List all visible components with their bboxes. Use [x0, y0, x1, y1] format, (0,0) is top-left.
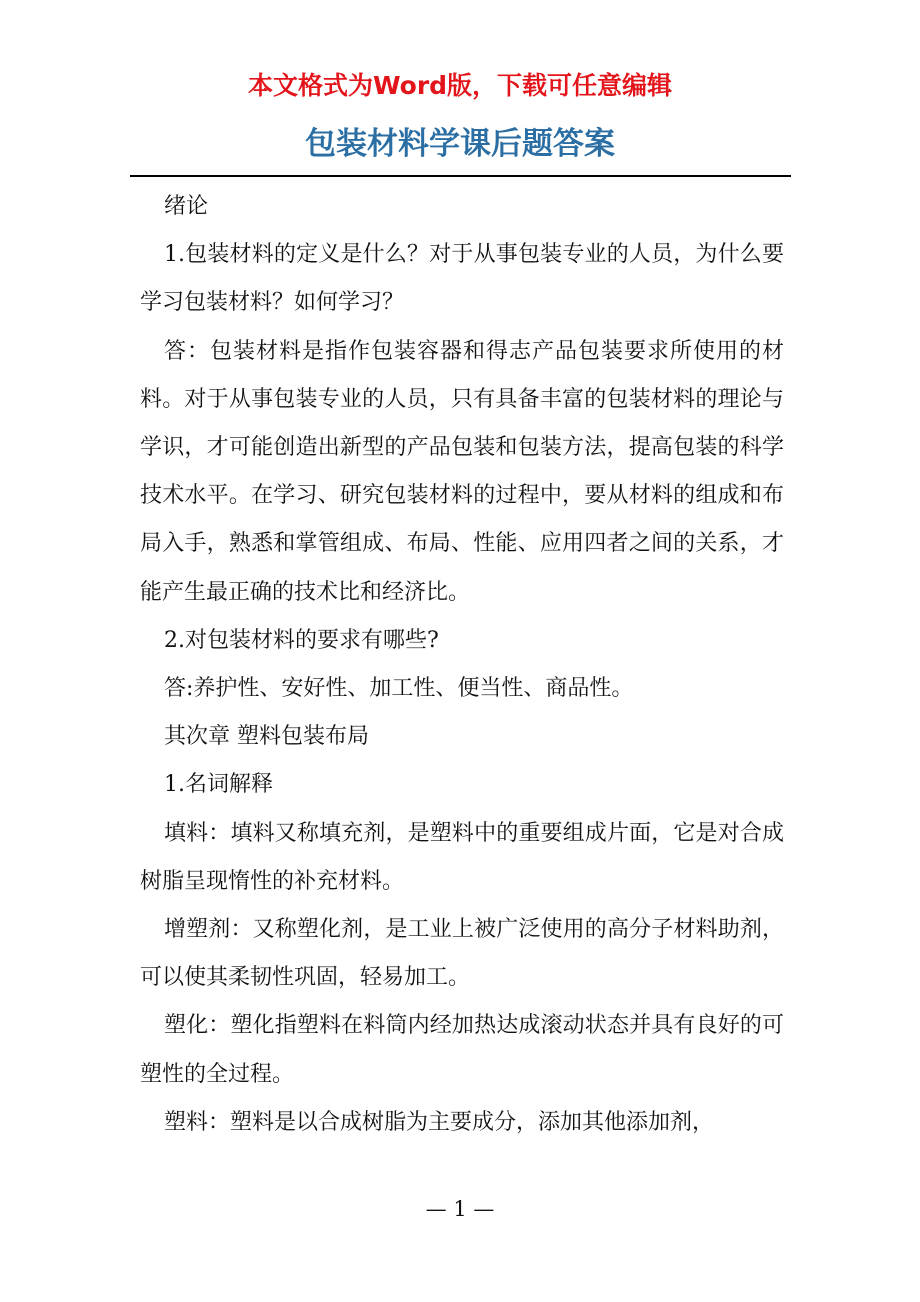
definition-plastic: 塑料：塑料是以合成树脂为主要成分，添加其他添加剂，	[164, 1109, 715, 1135]
section-heading-chapter-2: 其次章 塑料包装布局	[164, 724, 369, 750]
page-number: — 1 —	[425, 1197, 495, 1221]
definition-plasticizer: 增塑剂：又称塑化剂，是工业上被广泛使用的高分子材料助剂，可以使其柔韧性巩固，轻易加工。	[140, 917, 784, 991]
format-notice-banner: 本文格式为Word版，下载可任意编辑	[247, 71, 673, 100]
question-1: 1.包装材料的定义是什么？对于从事包装专业的人员，为什么要学习包装材料？如何学习？	[140, 242, 784, 316]
definition-filler: 填料：填料又称填充剂，是塑料中的重要组成片面，它是对合成树脂呈现惰性的补充材料。	[140, 820, 784, 894]
document-body	[140, 183, 784, 1147]
answer-1: 答：包装材料是指作包装容器和得志产品包装要求所使用的材料。对于从事包装专业的人员，只有具备丰富的包装材料的理论与学识，才可能创造出新型的产品包装和包装方法，提高包装的科学技术水平。在学习、研究包装材料的过程中，要从材料的组成和布局入手，熟悉和掌管组成、布局、性能、应用四者之间的关系，才能产生最正确的技术比和经济比。	[140, 338, 784, 605]
subheading-term-definitions: 1.名词解释	[164, 772, 273, 798]
title-underline-rule	[130, 175, 791, 177]
question-2: 2.对包装材料的要求有哪些?	[164, 627, 439, 653]
answer-2: 答:养护性、安好性、加工性、便当性、商品性。	[164, 676, 634, 702]
document-title: 包装材料学课后题答案	[305, 126, 615, 162]
definition-plasticizing: 塑化：塑化指塑料在料筒内经加热达成滚动状态并具有良好的可塑性的全过程。	[140, 1013, 784, 1087]
section-heading-introduction: 绪论	[164, 194, 209, 219]
